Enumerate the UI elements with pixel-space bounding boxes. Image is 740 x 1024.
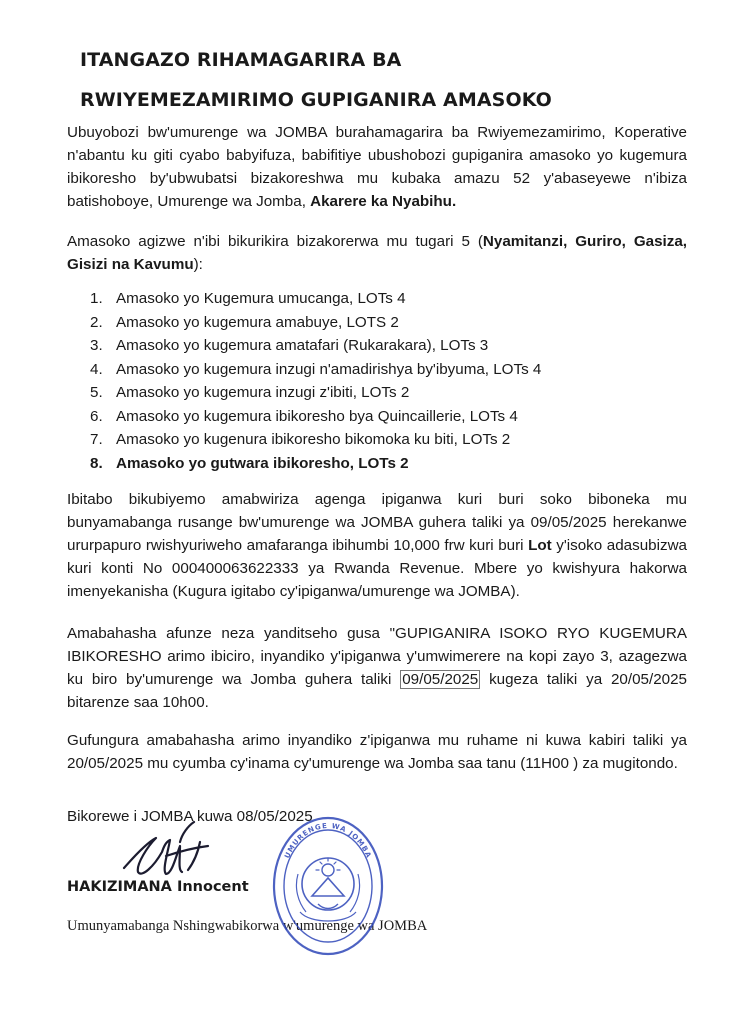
list-item	[90, 381, 541, 405]
list-item-number: 5.	[90, 384, 103, 401]
list-item	[90, 311, 541, 335]
list-item-text: Amasoko yo kugemura inzugi z'ibiti, LOTs 2	[116, 384, 410, 401]
submission-text-b: kugeza taliki ya 20/05/2025 bitarenze saa 10h00.	[67, 671, 687, 711]
list-item-number: 4.	[90, 360, 103, 378]
list-item-text: Amasoko yo kugemura inzugi n'amadirishya by'ibyuma, LOTs 4	[116, 360, 542, 378]
tender-lots-list	[90, 287, 541, 475]
svg-text:UMURENGE WA JOMBA	[283, 822, 373, 860]
list-item-number: 1.	[90, 290, 103, 307]
list-item-number: 8.	[90, 454, 103, 472]
documents-text-a: Ibitabo bikubiyemo amabwiriza agenga ipiganwa kuri buri soko biboneka mu bunyamabanga rusange bw'umurenge wa JOMBA guhera taliki ya 09/05/2025 herekanwe ururpapuro rwishyuriweho amafaranga ibihumbi 10,000 frw kuri buri	[67, 491, 687, 554]
title-line-2: RWIYEMEZAMIRIMO GUPIGANIRA AMASOKO	[80, 89, 552, 111]
list-item-text: Amasoko yo kugemura ibikoresho bya Quincaillerie, LOTs 4	[116, 407, 518, 425]
list-item-text: Amasoko yo Kugemura umucanga, LOTs 4	[116, 290, 406, 307]
intro-paragraph	[67, 121, 687, 213]
list-item-text: Amasoko yo gutwara ibikoresho, LOTs 2	[116, 454, 409, 472]
place-and-date: Bikorewe i JOMBA kuwa 08/05/2025	[67, 808, 313, 825]
stamp-text: UMURENGE WA JOMBA	[283, 821, 373, 860]
list-item-text: Amasoko yo kugenura ibikoresho bikomoka ku biti, LOTs 2	[116, 431, 511, 448]
document-title	[80, 40, 680, 120]
list-item-number: 6.	[90, 407, 103, 425]
handwritten-signature	[118, 812, 228, 892]
title-line-1: ITANGAZO RIHAMAGARIRA BA	[80, 49, 402, 71]
list-item	[90, 452, 541, 476]
documents-paragraph	[67, 488, 687, 603]
list-item	[90, 287, 541, 311]
list-item	[90, 358, 541, 382]
cells-end: ):	[193, 256, 203, 273]
list-item-text: Amasoko yo kugemura amabuye, LOTS 2	[116, 313, 399, 331]
list-item-number: 2.	[90, 313, 103, 331]
cells-intro: Amasoko agizwe n'ibi bikurikira bizakorerwa mu tugari 5 (	[67, 233, 483, 250]
list-item	[90, 428, 541, 452]
list-item-text: Amasoko yo kugemura amatafari (Rukarakara), LOTs 3	[116, 337, 489, 354]
list-item-number: 7.	[90, 431, 103, 448]
submission-start-date: 09/05/2025	[402, 671, 479, 688]
signer-name: HAKIZIMANA Innocent	[67, 879, 249, 895]
submission-paragraph	[67, 622, 687, 714]
district-name: Akarere ka Nyabihu.	[310, 193, 457, 210]
lot-word: Lot	[528, 537, 552, 554]
list-item	[90, 405, 541, 429]
cells-list: Nyamitanzi, Guriro, Gasiza, Gisizi na Kavumu	[67, 233, 688, 273]
list-item	[90, 334, 541, 358]
list-item-number: 3.	[90, 337, 103, 354]
intro-text: Ubuyobozi bw'umurenge wa JOMBA burahamagarira ba Rwiyemezamirimo, Koperative n'abantu ku giti cyabo babyifuza, babifitiye ubushobozi gupiganira amasoko yo kugemura ibikoresho by'ubwubatsi bizakoreshwa mu kubaka amazu 52 y'abaseyewe n'ibiza batishoboye, Umurenge wa Jomba,	[67, 124, 687, 210]
opening-paragraph: Gufungura amabahasha arimo inyandiko z'ipiganwa mu ruhame ni kuwa kabiri taliki ya 20/05/2025 mu cyumba cy'inama cy'umurenge wa Jomba saa tanu (11H00 ) za mugitondo.	[67, 732, 687, 772]
documents-text-b: y'isoko adasubizwa kuri konti No 000400063622333 ya Rwanda Revenue. Mbere yo kwishyura hakorwa imenyekanisha (Kugura igitabo cy'ipiganwa/umurenge wa JOMBA).	[67, 537, 687, 600]
official-stamp	[270, 812, 386, 960]
cells-paragraph	[67, 230, 687, 276]
submission-text-a: Amabahasha afunze neza yanditseho gusa "GUPIGANIRA ISOKO RYO KUGEMURA IBIKORESHO arimo ibiciro, inyandiko y'ipiganwa y'umwimerere na kopi zayo 3, azagezwa ku biro by'umurenge wa Jomba guhera taliki	[67, 625, 687, 688]
signer-role: Umunyamabanga Nshingwabikorwa w'umurenge wa JOMBA	[67, 918, 428, 934]
